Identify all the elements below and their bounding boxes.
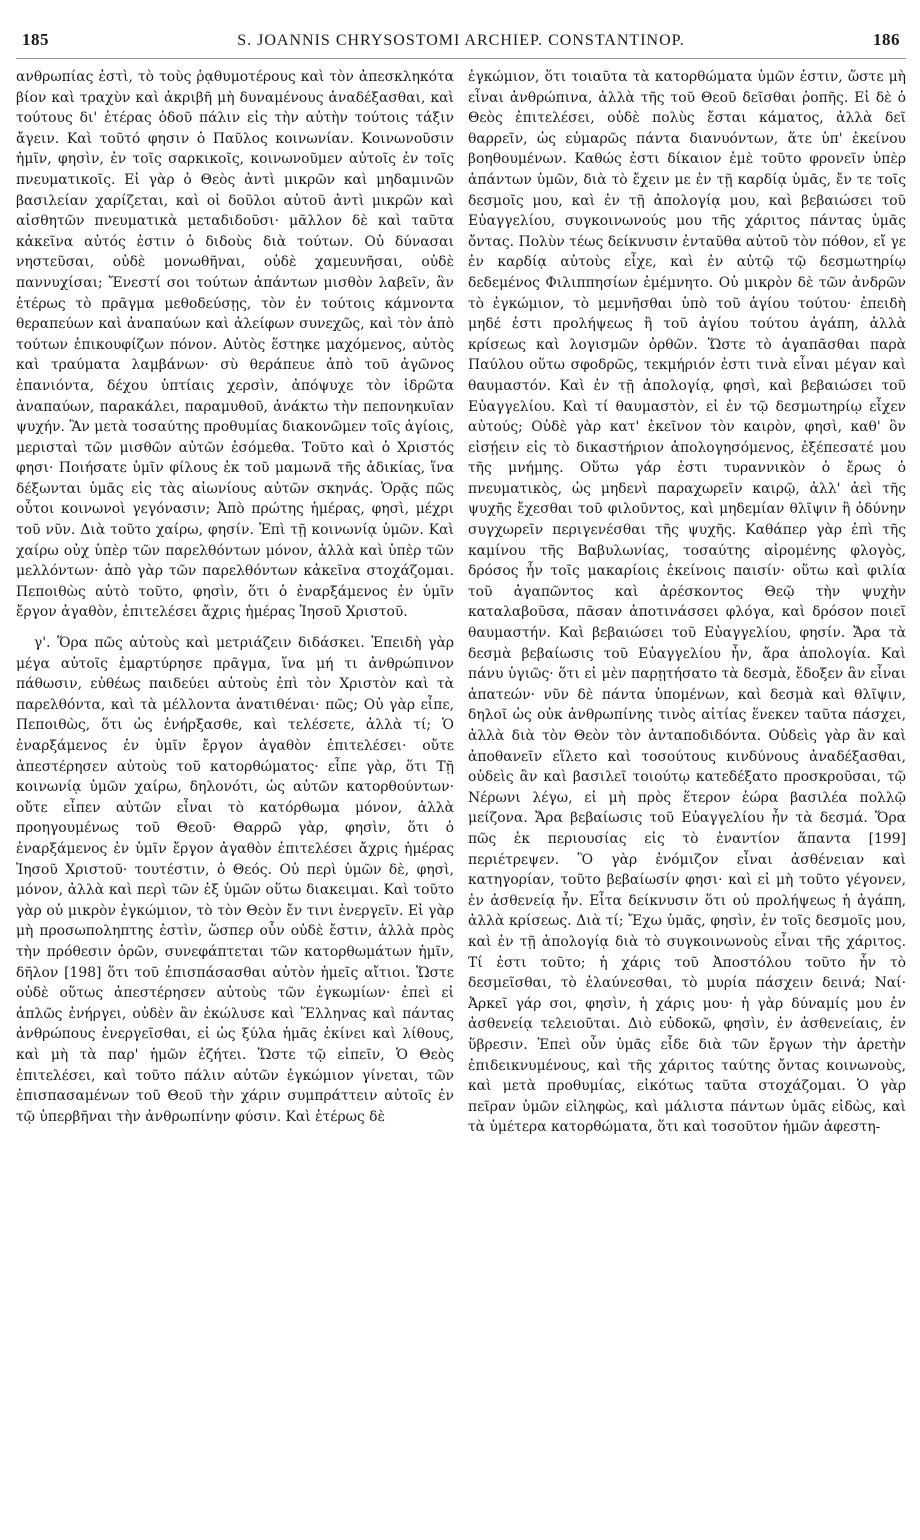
left-column-paragraph-2: γ'. Ὅρα πῶς αὐτοὺς καὶ μετριάζειν διδάσκει. Ἐπειδὴ γὰρ μέγα αὐτοῖς ἐμαρτύρησε πρᾶγμα, ἵνα μή τι ἀνθρώπινον πάθωσιν, εὐθέως παιδεύει αὐτοὺς ἐπὶ τὸν Χριστὸν καὶ τὰ παρελθόντα, καὶ τὰ μέλλοντα ἀνατιθέναι· πῶς; Οὐ γὰρ εἶπε, Πεποιθὼς, ὅτι ὡς ἐνήρξασθε, καὶ τελέσετε, ἀλλὰ τί; Ὁ ἐναρξάμενος ἐν ὑμῖν ἔργον ἀγαθὸν ἐπιτελέσει· οὔτε ἀπεστέρησεν αὐτοὺς τοῦ κατορθώματος· εἶπε γὰρ, ὅτι Τῇ κοινωνίᾳ ὑμῶν χαίρω, δηλονότι, ὡς αὐτῶν κατορθούντων· οὔτε εἶπεν αὐτῶν εἶναι τὸ κατόρθωμα μόνον, ἀλλὰ προηγουμένως τοῦ Θεοῦ· Θαρρῶ γὰρ, φησὶν, ὅτι ὁ ἐναρξάμενος ἐν ὑμῖν ἔργον ἀγαθὸν ἐπιτελέσει ἄχρις ἡμέρας Ἰησοῦ Χριστοῦ· τουτέστιν, ὁ Θεός. Οὐ περὶ ὑμῶν δὲ, φησὶ, μόνον, ἀλλὰ καὶ περὶ τῶν ἐξ ὑμῶν οὕτω διακειμαι. Καὶ τοῦτο γὰρ οὐ μικρὸν ἐγκώμιον, τὸ τὸν Θεὸν ἔν τινι ἐνεργεῖν. Εἰ γὰρ μὴ προσωποληπτης ἐστὶν, ὥσπερ οὖν οὐδὲ ἔστιν, ἀλλὰ πρὸς τὴν πρόθεσιν ὁρῶν, συνεφάπτεται τῶν κατορθωμάτων ἡμῖν, δῆλον [198] ὅτι τοῦ ἐπισπάσασθαι αὐτὸν ἡμεῖς αἴτιοι. Ὥστε οὐδὲ οὕτως ἀπεστέρησεν αὐτοὺς τῶν ἐγκωμίων· ἐπεὶ εἰ ἁπλῶς ἐνήργει, οὐδὲν ἂν ἐκώλυσε καὶ Ἕλληνας καὶ πάντας ἀνθρώπους ἐνεργεῖσθαι, εἰ ὡς ξύλα ἡμᾶς ἐκίνει καὶ λίθους, καὶ μὴ τὰ παρ' ἡμῶν ἐζήτει. Ὥστε τῷ εἰπεῖν, Ὁ Θεὸς ἐπιτελέσει, καὶ τοῦτο πάλιν αὐτῶν ἐγκώμιον γίνεται, τῶν ἐπισπασαμένων τοῦ Θεοῦ τὴν χάριν συμπράττειν αὐτοῖς ἐν τῷ ὑπερβῆναι τὴν ἀνθρωπίνην φύσιν. Καὶ ἑτέρως δὲ: [16, 635, 454, 1125]
left-column-paragraph-1: ανθρωπίας ἐστὶ, τὸ τοὺς ῥᾳθυμοτέρους καὶ τὸν ἀπεσκληκότα βίον καὶ τραχὺν καὶ ἀκριβῆ μὴ δυναμένους ἀναδέξασθαι, καὶ τούτους δι' ἑτέρας ὁδοῦ πάλιν εἰς τὴν αὐτὴν τούτοις τάξιν ἄγειν. Καὶ τοῦτό φησιν ὁ Παῦλος κοινωνίαν. Κοινωνοῦσιν ἡμῖν, φησὶν, ἐν τοῖς σαρκικοῖς, κοινωνοῦμεν αὐτοῖς ἐν τοῖς πνευματικοῖς. Εἰ γὰρ ὁ Θεὸς ἀντὶ μικρῶν καὶ μηδαμινῶν βασιλείαν χαρίζεται, καὶ οἱ δοῦλοι αὐτοῦ ἀντὶ μικρῶν καὶ αἰσθητῶν πνευματικὰ μεταδιδοῦσι· μᾶλλον δὲ καὶ ταῦτα κἀκεῖνα αὐτός ἐστιν ὁ διδοὺς διὰ τούτων. Οὐ δύνασαι νηστεῦσαι, οὐδὲ μονωθῆναι, οὐδὲ χαμευνῆσαι, οὐδὲ παννυχίσαι; Ἔνεστί σοι τούτων ἁπάντων μισθὸν λαβεῖν, ἂν ἑτέρως τὸ πρᾶγμα μεθοδεύσῃς, τὸν ἐν τούτοις κάμνοντα θεραπεύων καὶ ἀναπαύων καὶ ἀλείφων συνεχῶς, καὶ τὸν ἀπὸ τούτων ἐπικουφίζων πόνον. Αὐτὸς ἕστηκε μαχόμενος, αὐτὸς καὶ τραύματα λαμβάνων· σὺ θεράπευε ἀπὸ τοῦ ἀγῶνος ἐπανιόντα, δέχου ὑπτίαις χερσὶν, ἀπόψυχε τὸν ἱδρῶτα ἀναπαύων, παρακάλει, παραμυθοῦ, ἀνάκτω τὴν πεπονηκυῖαν ψυχήν. Ἂν μετὰ τοσαύτης προθυμίας διακονῶμεν τοῖς ἁγίοις, μερισταὶ τῶν μισθῶν αὐτῶν ἐσόμεθα. Τοῦτο καὶ ὁ Χριστός φησι· Ποιήσατε ὑμῖν φίλους ἐκ τοῦ μαμωνᾶ τῆς ἀδικίας, ἵνα δέξωνται ὑμᾶς εἰς τὰς αἰωνίους αὐτῶν σκηνάς. Ὁρᾷς πῶς οὗτοι κοινωνοὶ γεγόνασιν; Ἀπὸ πρώτης ἡμέρας, φησὶ, μέχρι τοῦ νῦν. Διὰ τοῦτο χαίρω, φησίν. Ἐπὶ τῇ κοινωνίᾳ ὑμῶν. Καὶ χαίρω οὐχ ὑπὲρ τῶν παρελθόντων μόνον, ἀλλὰ καὶ ὑπὲρ τῶν μελλόντων· ἀπὸ γὰρ τῶν παρελθόντων κἀκεῖνα στοχάζομαι. Πεποιθὼς αὐτὸ τοῦτο, φησὶν, ὅτι ὁ ἐναρξάμενος ἐν ὑμῖν ἔργον ἀγαθὸν, ἐπιτελέσει ἄχρις ἡμέρας Ἰησοῦ Χριστοῦ.: [16, 69, 454, 621]
right-column: [468, 67, 906, 1138]
left-column: [16, 67, 454, 1138]
text-columns: [16, 67, 906, 1138]
right-column-paragraph-1: ἐγκώμιον, ὅτι τοιαῦτα τὰ κατορθώματα ὑμῶν ἐστιν, ὥστε μὴ εἶναι ἀνθρώπινα, ἀλλὰ τῆς τοῦ Θεοῦ δεῖσθαι ῥοπῆς. Εἰ δὲ ὁ Θεὸς ἐπιτελέσει, οὐδὲ πολὺς ἔσται κάματος, ἀλλὰ δεῖ θαρρεῖν, ὡς εὐμαρῶς πάντα διανυόντων, ἅτε ὑπ' ἐκείνου βοηθουμένων. Καθώς ἐστι δίκαιον ἐμὲ τοῦτο φρονεῖν ὑπὲρ ἁπάντων ὑμῶν, διὰ τὸ ἔχειν με ἐν τῇ καρδίᾳ ὑμᾶς, ἔν τε τοῖς δεσμοῖς μου, καὶ ἐν τῇ ἀπολογίᾳ μου, καὶ βεβαιώσει τοῦ Εὐαγγελίου, συγκοινωνούς μου τῆς χάριτος πάντας ὑμᾶς ὄντας. Πολὺν τέως δείκνυσιν ἐνταῦθα αὐτοῦ τὸν πόθον, εἴ γε ἐν καρδίᾳ αὐτοὺς εἶχε, καὶ ἐν αὐτῷ τῷ δεσμωτηρίῳ δεδεμένος Φιλιππησίων ἐμέμνητο. Οὐ μικρὸν δὲ τῶν ἀνδρῶν τὸ ἐγκώμιον, τὸ μεμνῆσθαι ὑπὸ τοῦ ἁγίου τούτου· ἐπειδὴ μηδέ ἐστι προλήψεως ἢ τοῦ ἁγίου τούτου ἀγάπη, ἀλλὰ κρίσεως καὶ λογισμῶν ὀρθῶν. Ὥστε τὸ ἀγαπᾶσθαι παρὰ Παύλου οὕτω σφοδρῶς, τεκμήριόν ἐστι τινὰ εἶναι μέγαν καὶ θαυμαστόν. Καὶ ἐν τῇ ἀπολογίᾳ, φησὶ, καὶ βεβαιώσει τοῦ Εὐαγγελίου. Καὶ τί θαυμαστὸν, εἰ ἐν τῷ δεσμωτηρίῳ εἶχεν αὐτούς; Οὐδὲ γὰρ κατ' ἐκεῖνον τὸν καιρὸν, φησὶ, καθ' ὃν εἰσῄειν εἰς τὸ δικαστήριον ἀπολογησόμενος, ἐξέπεσατέ μου τῆς μνήμης. Οὕτω γάρ ἐστι τυραννικὸν ὁ ἔρως ὁ πνευματικὸς, ὡς μηδενὶ παραχωρεῖν καιρῷ, ἀλλ' ἀεὶ τῆς ψυχῆς ἔχεσθαι τοῦ φιλοῦντος, καὶ μηδεμίαν θλῖψιν ἢ ὀδύνην συγχωρεῖν περιγενέσθαι τῆς ψυχῆς. Καθάπερ γὰρ ἐπὶ τῆς καμίνου τῆς Βαβυλωνίας, τοσαύτης αἰρομένης φλογὸς, δρόσος ἦν τοῖς μακαρίοις ἐκείνοις παισίν· οὕτω καὶ φιλία τοῦ ἀγαπῶντος καὶ ἀρέσκοντος Θεῷ τὴν ψυχὴν καταλαβοῦσα, πᾶσαν ἀποτινάσσει φλόγα, καὶ δρόσον ποιεῖ θαυμαστήν. Καὶ βεβαιώσει τοῦ Εὐαγγελίου, φησίν. Ἄρα τὰ δεσμὰ βεβαίωσις τοῦ Εὐαγγελίου ἦν, ἄρα ἀπολογία. Καὶ πάνυ ὑγιῶς· ὅτι εἰ μὲν παρῃτήσατο τὰ δεσμὰ, ἔδοξεν ἂν εἶναι ἀπατεών· νῦν δὲ πάντα ὑπομένων, καὶ δεσμὰ καὶ θλῖψιν, δηλοῖ ὡς οὐκ ἀνθρωπίνης τινὸς αἰτίας ἕνεκεν ταῦτα πάσχει, ἀλλὰ διὰ τὸν Θεὸν τὸν ἀνταποδιδόντα. Οὐδεὶς γὰρ ἂν καὶ ἀποθανεῖν εἵλετο καὶ τοσούτους κινδύνους ἀναδέξασθαι, οὐδεὶς ἂν καὶ βασιλεῖ τοιούτῳ κατεδέξατο προσκροῦσαι, τῷ Νέρωνι λέγω, εἰ μὴ πρὸς ἕτερον ἑώρα βασιλέα πολλῷ μείζονα. Ἄρα βεβαίωσις τοῦ Εὐαγγελίου ἦν τὰ δεσμά. Ὅρα πῶς ἐκ περιουσίας εἰς τὸ ἐναντίον ἅπαντα [199] περιέτρεψεν. Ὃ γὰρ ἐνόμιζον εἶναι ἀσθένειαν καὶ κατηγορίαν, τοῦτο βεβαίωσίν φησι· καὶ εἰ μὴ τοῦτο γέγονεν, ἐν ἀσθενείᾳ ἦν. Εἶτα δείκνυσιν ὅτι οὐ προλήψεως ἡ ἀγάπη, ἀλλὰ κρίσεως. Διὰ τί; Ἔχω ὑμᾶς, φησὶν, ἐν τοῖς δεσμοῖς μου, καὶ ἐν τῇ ἀπολογίᾳ διὰ τὸ συγκοινωνοὺς εἶναι τῆς χάριτος. Τί ἐστι τοῦτο; ἡ χάρις τοῦ Ἀποστόλου τοῦτο ἦν τὸ δεσμεῖσθαι, τὸ ἐλαύνεσθαι, τὸ μυρία πάσχειν δεινά; Ναί· Ἀρκεῖ γάρ σοι, φησὶν, ἡ χάρις μου· ἡ γὰρ δύναμίς μου ἐν ἀσθενείᾳ τελειοῦται. Διὸ εὐδοκῶ, φησὶν, ἐν ἀσθενείαις, ἐν ὕβρεσιν. Ἐπεὶ οὖν ὑμᾶς εἶδε διὰ τῶν ἔργων τὴν ἀρετὴν ἐπιδεικνυμένους, καὶ τῆς χάριτος ταύτης ὄντας κοινωνοὺς, καὶ μετὰ προθυμίας, εἰκότως ταῦτα στοχάζομαι. Ὁ γὰρ πεῖραν ὑμῶν εἰληφὼς, καὶ μάλιστα πάντων ὑμᾶς εἰδὼς, καὶ τὰ ὑμέτερα κατορθώματα, ὅτι καὶ τοσοῦτον ἡμῶν ἀφεστη-: [468, 69, 906, 1136]
right-page-number: 186: [873, 30, 900, 49]
running-title: S. JOANNIS CHRYSOSTOMI ARCHIEP. CONSTANTINOP.: [237, 32, 685, 49]
running-head: [16, 30, 906, 59]
left-page-number: 185: [22, 30, 49, 49]
